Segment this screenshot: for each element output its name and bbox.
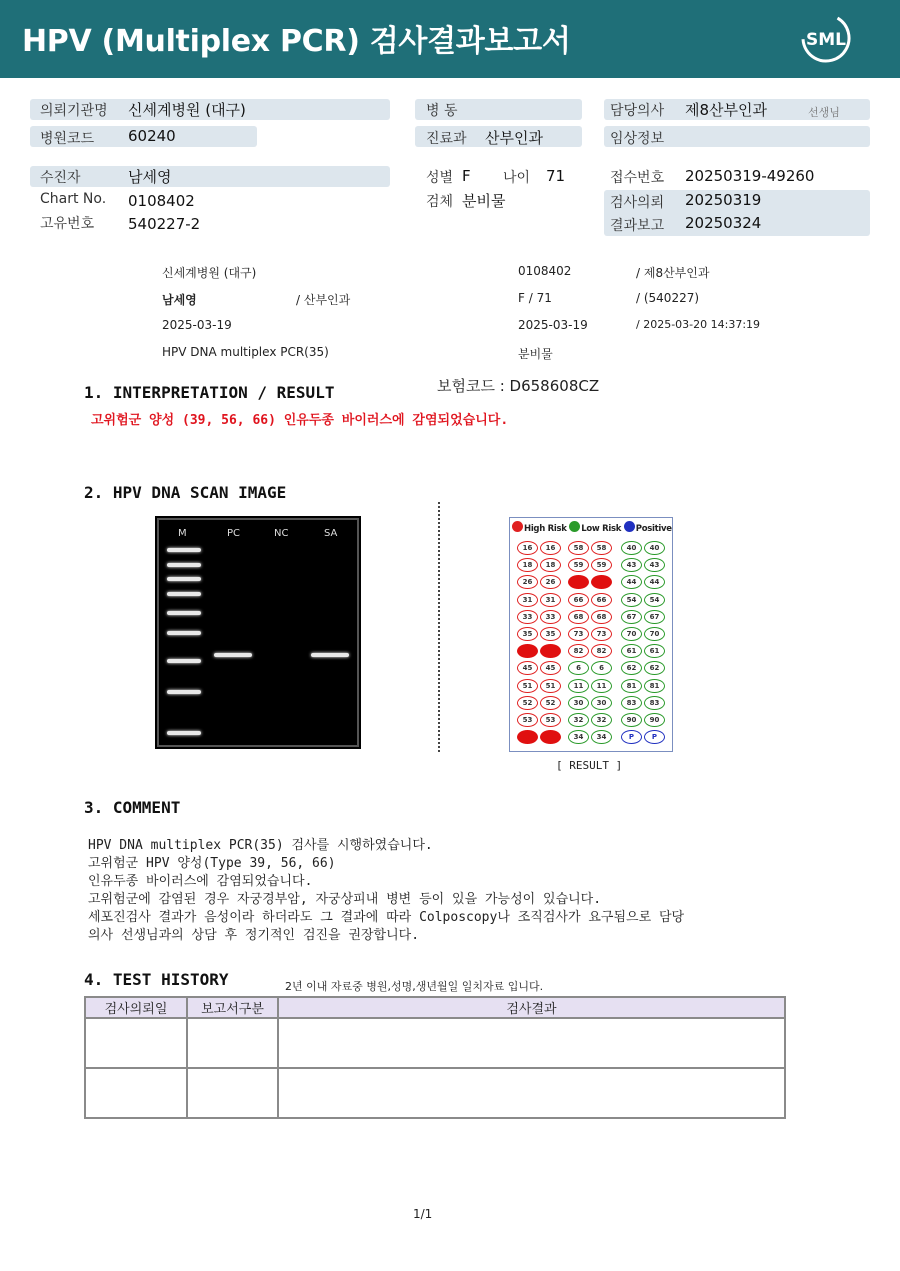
patient-value: 남세영 <box>128 168 172 186</box>
institution-value: 신세계병원 (대구) <box>128 101 246 119</box>
grid-cell-11: 11 <box>591 679 612 693</box>
grid-cell-6: 6 <box>568 661 589 675</box>
chart-label: Chart No. <box>40 191 107 207</box>
age-value: 71 <box>546 167 566 185</box>
comment-line: 세포진검사 결과가 음성이라 하더라도 그 결과에 따라 Colposcopy나 조직검사가 요구됨으로 담당 <box>88 910 685 925</box>
hospital-code-label: 병원코드 <box>40 131 95 147</box>
grid-cell-52: 52 <box>517 696 538 710</box>
comment-line: 고위험군에 감염된 경우 자궁경부암, 자궁상피내 병변 등이 있을 가능성이 있습니다. <box>88 892 602 907</box>
summary-institution: 신세계병원 (대구) <box>162 266 257 280</box>
grid-cell-26: 26 <box>540 575 561 589</box>
summary-date2: 2025-03-19 <box>518 318 588 332</box>
grid-cell-56: 56 <box>568 575 589 589</box>
receipt-label: 접수번호 <box>610 170 665 186</box>
grid-cell-40: 40 <box>621 541 642 555</box>
marker-band <box>167 563 201 567</box>
age-label: 나이 <box>503 170 531 186</box>
history-col-request-date: 검사의뢰일 <box>85 997 187 1018</box>
ward-label: 병 동 <box>426 103 458 119</box>
grid-cell-56: 56 <box>517 730 538 744</box>
result-caption: [ RESULT ] <box>556 759 623 772</box>
grid-cell-45: 45 <box>517 661 538 675</box>
grid-cell-26: 26 <box>517 575 538 589</box>
legend-positive: Positive <box>635 524 672 534</box>
grid-cell-70: 70 <box>621 627 642 641</box>
summary-doctor: / 제8산부인과 <box>636 266 710 280</box>
grid-cell-51: 51 <box>517 679 538 693</box>
doctor-suffix: 선생님 <box>808 106 840 119</box>
grid-cell-66: 66 <box>591 593 612 607</box>
grid-cell-31: 31 <box>517 593 538 607</box>
grid-cell-33: 33 <box>540 610 561 624</box>
hpv-result-grid <box>509 517 673 752</box>
dept-value: 산부인과 <box>485 129 543 147</box>
grid-cell-54: 54 <box>644 593 665 607</box>
summary-date1: 2025-03-19 <box>162 318 232 332</box>
interpretation-result: 고위험군 양성 (39, 56, 66) 인유두종 바이러스에 감염되었습니다. <box>91 413 509 428</box>
summary-sex-age: F / 71 <box>518 291 552 305</box>
marker-band <box>167 690 201 694</box>
lane-label-m: M <box>178 528 187 539</box>
grid-cell-43: 43 <box>621 558 642 572</box>
grid-cell-82: 82 <box>568 644 589 658</box>
marker-band <box>167 631 201 635</box>
gel-electrophoresis-image <box>157 518 359 747</box>
positive-legend-icon <box>624 521 635 532</box>
lane-label-pc: PC <box>227 528 241 539</box>
section-history-title: 4. TEST HISTORY <box>84 970 229 989</box>
grid-cell-56: 56 <box>540 730 561 744</box>
institution-label: 의뢰기관명 <box>40 103 108 119</box>
page-number: 1/1 <box>413 1207 433 1221</box>
summary-specimen: 분비물 <box>518 347 553 361</box>
sex-label: 성별 <box>426 170 454 186</box>
grid-cell-61: 61 <box>621 644 642 658</box>
grid-cell-16: 16 <box>540 541 561 555</box>
grid-cell-32: 32 <box>568 713 589 727</box>
pc-band <box>214 653 252 657</box>
grid-legend <box>512 521 672 534</box>
grid-cell-30: 30 <box>591 696 612 710</box>
grid-cell-33: 33 <box>517 610 538 624</box>
summary-birth: / (540227) <box>636 291 700 305</box>
lane-label-sa: SA <box>324 528 338 539</box>
grid-cell-P: P <box>644 730 665 744</box>
grid-cell-6: 6 <box>591 661 612 675</box>
grid-cell-11: 11 <box>568 679 589 693</box>
grid-cell-35: 35 <box>517 627 538 641</box>
low-risk-legend-icon <box>569 521 580 532</box>
grid-cell-34: 34 <box>591 730 612 744</box>
grid-cell-56: 56 <box>591 575 612 589</box>
specimen-label: 검체 <box>426 194 454 210</box>
grid-cell-52: 52 <box>540 696 561 710</box>
grid-cell-44: 44 <box>621 575 642 589</box>
grid-cell-44: 44 <box>644 575 665 589</box>
request-label: 검사의뢰 <box>610 195 665 211</box>
grid-cell-18: 18 <box>540 558 561 572</box>
sa-band <box>311 653 349 657</box>
table-row <box>85 1018 785 1068</box>
grid-cell-90: 90 <box>621 713 642 727</box>
history-col-result: 검사결과 <box>278 997 785 1018</box>
clinical-label: 임상정보 <box>610 131 665 147</box>
grid-cell-62: 62 <box>621 661 642 675</box>
doctor-value: 제8산부인과 <box>685 101 767 119</box>
legend-low-risk: Low Risk <box>581 524 622 534</box>
grid-cell-68: 68 <box>568 610 589 624</box>
comment-block <box>88 837 684 945</box>
section-scan-image-title: 2. HPV DNA SCAN IMAGE <box>84 483 287 502</box>
chart-value: 0108402 <box>128 192 195 210</box>
grid-cell-32: 32 <box>591 713 612 727</box>
history-table <box>84 996 786 1119</box>
high-risk-legend-icon <box>512 521 523 532</box>
grid-cell-70: 70 <box>644 627 665 641</box>
grid-cell-81: 81 <box>644 679 665 693</box>
summary-test: HPV DNA multiplex PCR(35) <box>162 345 329 359</box>
grid-cell-16: 16 <box>517 541 538 555</box>
grid-cell-62: 62 <box>644 661 665 675</box>
grid-cell-68: 68 <box>591 610 612 624</box>
hospital-code-value: 60240 <box>128 127 176 145</box>
marker-band <box>167 577 201 581</box>
grid-cell-82: 82 <box>591 644 612 658</box>
grid-cell-P: P <box>621 730 642 744</box>
doctor-label: 담당의사 <box>610 103 665 119</box>
image-separator <box>438 502 440 752</box>
marker-band <box>167 548 201 552</box>
grid-cell-53: 53 <box>540 713 561 727</box>
grid-cell-39: 39 <box>517 644 538 658</box>
summary-chart: 0108402 <box>518 264 572 278</box>
table-row <box>85 1068 785 1118</box>
marker-band <box>167 611 201 615</box>
comment-line: 고위험군 HPV 양성(Type 39, 56, 66) <box>88 856 336 871</box>
report-value: 20250324 <box>685 214 762 232</box>
grid-cell-51: 51 <box>540 679 561 693</box>
grid-cell-35: 35 <box>540 627 561 641</box>
patient-label: 수진자 <box>40 170 81 186</box>
patient-bar <box>30 166 390 187</box>
grid-cell-31: 31 <box>540 593 561 607</box>
comment-line: 의사 선생님과의 상담 후 정기적인 검진을 권장합니다. <box>88 928 420 943</box>
id-label: 고유번호 <box>40 216 95 232</box>
grid-cell-39: 39 <box>540 644 561 658</box>
grid-cell-81: 81 <box>621 679 642 693</box>
grid-cell-59: 59 <box>568 558 589 572</box>
grid-cell-54: 54 <box>621 593 642 607</box>
grid-cell-90: 90 <box>644 713 665 727</box>
grid-cell-83: 83 <box>621 696 642 710</box>
section-interpretation-title: 1. INTERPRETATION / RESULT <box>84 383 335 402</box>
logo-text: SML <box>806 30 846 50</box>
grid-cell-45: 45 <box>540 661 561 675</box>
comment-line: HPV DNA multiplex PCR(35) 검사를 시행하였습니다. <box>88 838 433 853</box>
grid-cell-67: 67 <box>644 610 665 624</box>
grid-cell-40: 40 <box>644 541 665 555</box>
specimen-value: 분비물 <box>462 192 506 210</box>
grid-cell-58: 58 <box>591 541 612 555</box>
grid-cell-30: 30 <box>568 696 589 710</box>
grid-cell-61: 61 <box>644 644 665 658</box>
receipt-value: 20250319-49260 <box>685 167 815 185</box>
dept-label: 진료과 <box>426 131 467 147</box>
grid-cell-34: 34 <box>568 730 589 744</box>
history-col-report-type: 보고서구분 <box>187 997 278 1018</box>
insurance-code: 보험코드 : D658608CZ <box>437 377 600 395</box>
id-value: 540227-2 <box>128 215 201 233</box>
grid-cell-59: 59 <box>591 558 612 572</box>
marker-band <box>167 659 201 663</box>
legend-high-risk: High Risk <box>524 524 567 534</box>
history-note: 2년 이내 자료중 병원,성명,생년월일 일치자료 입니다. <box>285 980 544 993</box>
comment-line: 인유두종 바이러스에 감염되었습니다. <box>88 874 313 889</box>
summary-datetime: / 2025-03-20 14:37:19 <box>636 318 761 331</box>
grid-cell-53: 53 <box>517 713 538 727</box>
section-comment-title: 3. COMMENT <box>84 798 181 817</box>
grid-cell-43: 43 <box>644 558 665 572</box>
grid-cell-83: 83 <box>644 696 665 710</box>
request-value: 20250319 <box>685 191 762 209</box>
summary-patient: 남세영 <box>162 293 197 307</box>
summary-dept: / 산부인과 <box>296 293 351 307</box>
grid-cell-66: 66 <box>568 593 589 607</box>
marker-band <box>167 731 201 735</box>
grid-cell-18: 18 <box>517 558 538 572</box>
grid-cell-67: 67 <box>621 610 642 624</box>
grid-cell-73: 73 <box>568 627 589 641</box>
report-title: HPV (Multiplex PCR) 검사결과보고서 <box>22 24 571 59</box>
grid-cell-58: 58 <box>568 541 589 555</box>
sex-value: F <box>462 167 471 185</box>
grid-cell-73: 73 <box>591 627 612 641</box>
marker-band <box>167 592 201 596</box>
report-label: 결과보고 <box>610 218 665 234</box>
sml-logo-icon <box>800 12 852 64</box>
lane-label-nc: NC <box>274 528 289 539</box>
